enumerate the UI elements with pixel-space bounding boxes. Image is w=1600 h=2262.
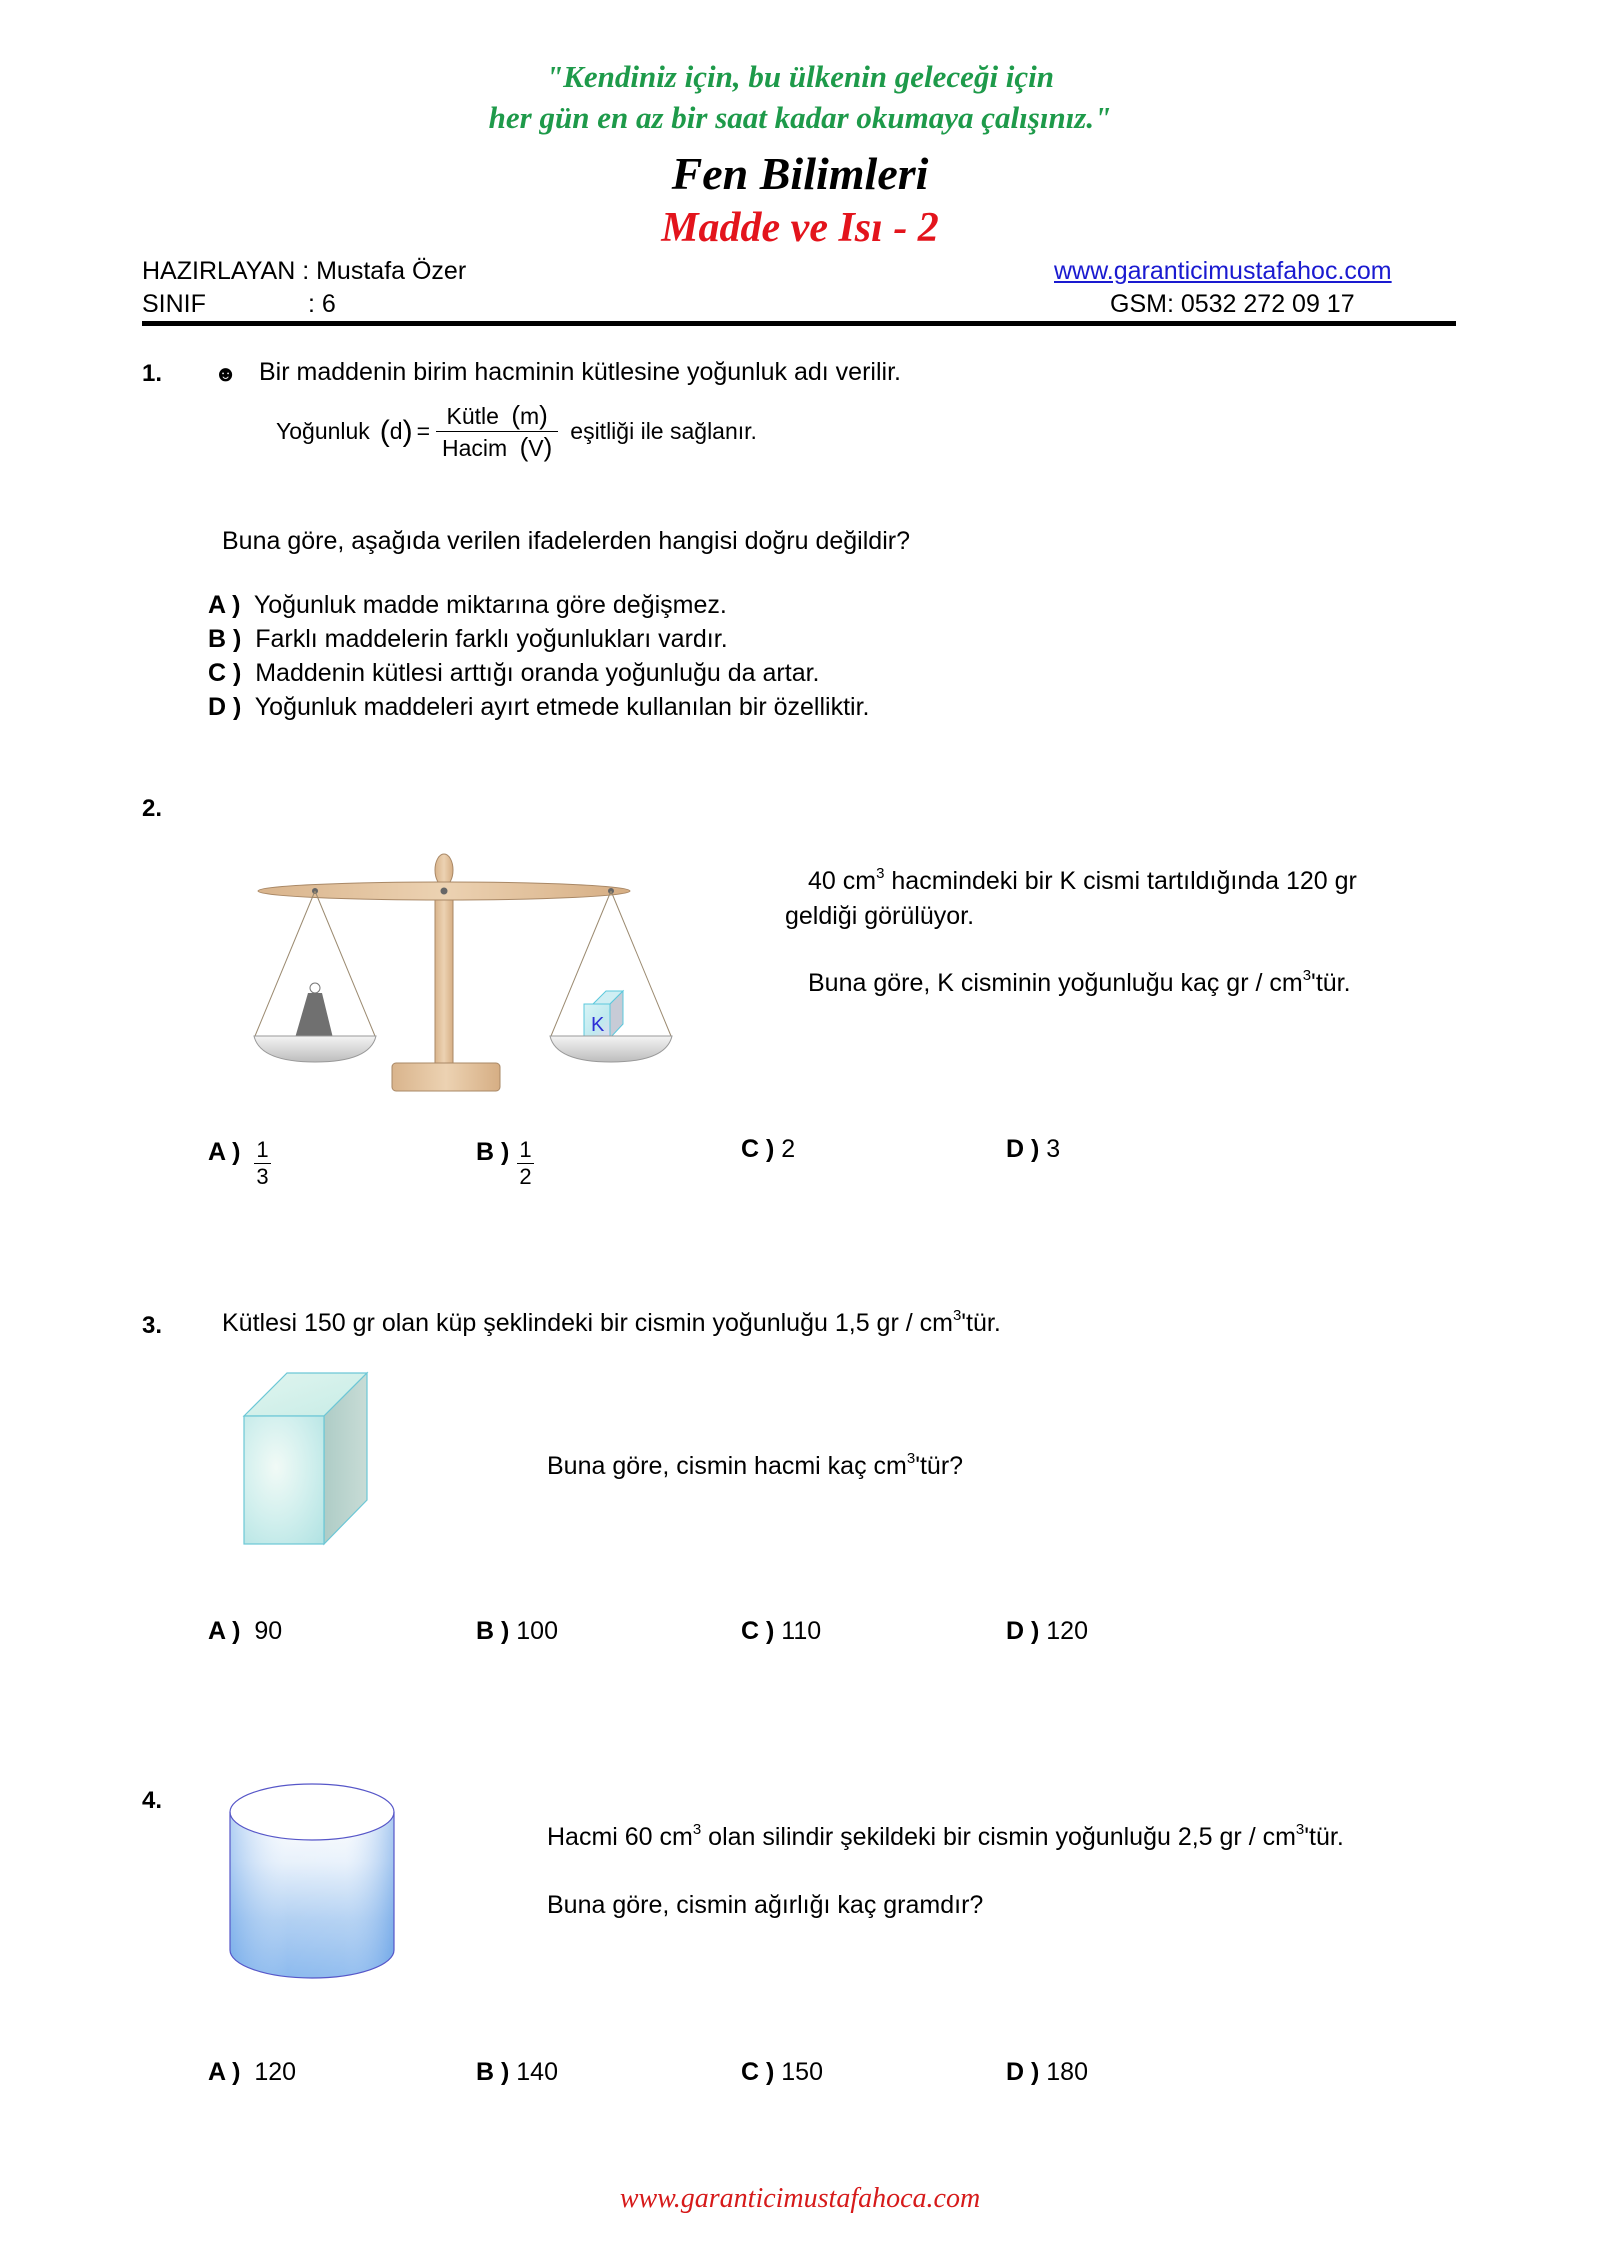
question-3-stem: Buna göre, cismin hacmi kaç $cm^3'tür$?	[547, 1450, 964, 1480]
question-1-number: 1.	[142, 360, 163, 387]
question-3-number: 3.	[142, 1312, 163, 1339]
formula-fraction: $\frac{\text{Kütle (m)}}{\text{Hacim (V)}}$	[436, 400, 558, 463]
class-value: : 6	[308, 290, 336, 318]
formula-numerator-symbol: m	[519, 403, 540, 429]
page-subtitle: Madde ve Isı - 2	[661, 205, 939, 251]
cylinder-figure	[226, 1782, 402, 1982]
object-k-label: K	[591, 1014, 605, 1036]
q3-option-c[interactable]: C ) 110	[741, 1617, 822, 1645]
q4-option-d[interactable]: D ) 180	[1006, 2058, 1088, 2086]
q3-option-b[interactable]: B ) 100	[476, 1617, 558, 1645]
class-label: SINIF	[142, 290, 206, 318]
cube-figure	[236, 1370, 436, 1560]
question-2-stem: Buna göre, K cisminin yoğunluğu kaç gr / $cm^3'tür$.	[808, 967, 1351, 997]
motto-line-2: her gün en az bir saat kadar okumaya çalışınız."	[488, 100, 1112, 135]
question-3-intro: Kütlesi 150 gr olan küp şeklindeki bir cismin yoğunluğu 1,5 gr / $cm^3'tür$.	[222, 1307, 1001, 1337]
density-formula: Yoğunluk ( d ) = $\frac{\text{Kütle (m)}}{\text{Hacim (V)}}$ eşitliği ile sağlanır.	[276, 400, 757, 462]
question-2-text-line-1: 40 $cm^3$ hacmindeki bir K cismi tartıldığında 120 gr	[808, 865, 1357, 895]
formula-lhs-word: Yoğunluk	[276, 418, 370, 444]
q2-option-d[interactable]: D ) 3	[1006, 1135, 1061, 1163]
option-c[interactable]: C ) Maddenin kütlesi arttığı oranda yoğunluğu da artar.	[208, 659, 820, 687]
question-2-text-line-2: geldiği görülüyor.	[785, 902, 975, 930]
question-1-intro: Bir maddenin birim hacminin kütlesine yoğunluk adı verilir.	[259, 358, 901, 386]
smiley-icon: ☻	[214, 361, 238, 386]
question-4-stem: Buna göre, cismin ağırlığı kaç gramdır?	[547, 1891, 984, 1919]
q4-option-b[interactable]: B ) 140	[476, 2058, 558, 2086]
question-1-stem: Buna göre, aşağıda verilen ifadelerden hangisi doğru değildir?	[222, 527, 910, 555]
q4-option-c[interactable]: C ) 150	[741, 2058, 823, 2086]
author-label: HAZIRLAYAN : Mustafa Özer	[142, 257, 467, 285]
question-1-options	[208, 590, 869, 726]
option-b[interactable]: B ) Farklı maddelerin farklı yoğunlukları vardır.	[208, 625, 728, 653]
q4-option-a[interactable]: A ) 120	[208, 2058, 297, 2086]
footer-website-link[interactable]: www.garanticimustafahoca.com	[619, 2183, 981, 2214]
formula-numerator-word: Kütle	[446, 403, 499, 429]
q2-option-c[interactable]: C ) 2	[741, 1135, 796, 1163]
question-4-intro: Hacmi 60 $cm^3$ olan silindir şekildeki bir cismin yoğunluğu 2,5 gr / $cm^3'tür$.	[547, 1821, 1344, 1851]
q2-option-b[interactable]: B ) $\frac{1}{2}$	[476, 1137, 532, 1189]
formula-suffix: eşitliği ile sağlanır.	[570, 418, 757, 444]
header-divider	[142, 321, 1456, 326]
option-a[interactable]: A ) Yoğunluk madde miktarına göre değişmez.	[208, 591, 727, 619]
website-link[interactable]: www.garanticimustafahoc.com	[1054, 257, 1392, 285]
q3-option-d[interactable]: D ) 120	[1006, 1617, 1088, 1645]
formula-denominator-word: Hacim	[442, 435, 508, 461]
option-d[interactable]: D ) Yoğunluk maddeleri ayırt etmede kullanılan bir özelliktir.	[208, 693, 870, 721]
phone-number: GSM: 0532 272 09 17	[1110, 290, 1355, 318]
question-4-number: 4.	[142, 1787, 163, 1814]
q2-option-a[interactable]: A ) $\frac{1}{3}$	[208, 1137, 269, 1189]
page-title: Fen Bilimleri	[671, 148, 929, 199]
motto-line-1: "Kendiniz için, bu ülkenin geleceği için	[545, 59, 1055, 94]
formula-denominator-symbol: V	[528, 435, 544, 461]
formula-lhs-symbol: d	[389, 418, 403, 444]
q3-option-a[interactable]: A ) 90	[208, 1617, 283, 1645]
balance-scale-figure	[240, 850, 680, 1100]
question-2-number: 2.	[142, 795, 163, 822]
